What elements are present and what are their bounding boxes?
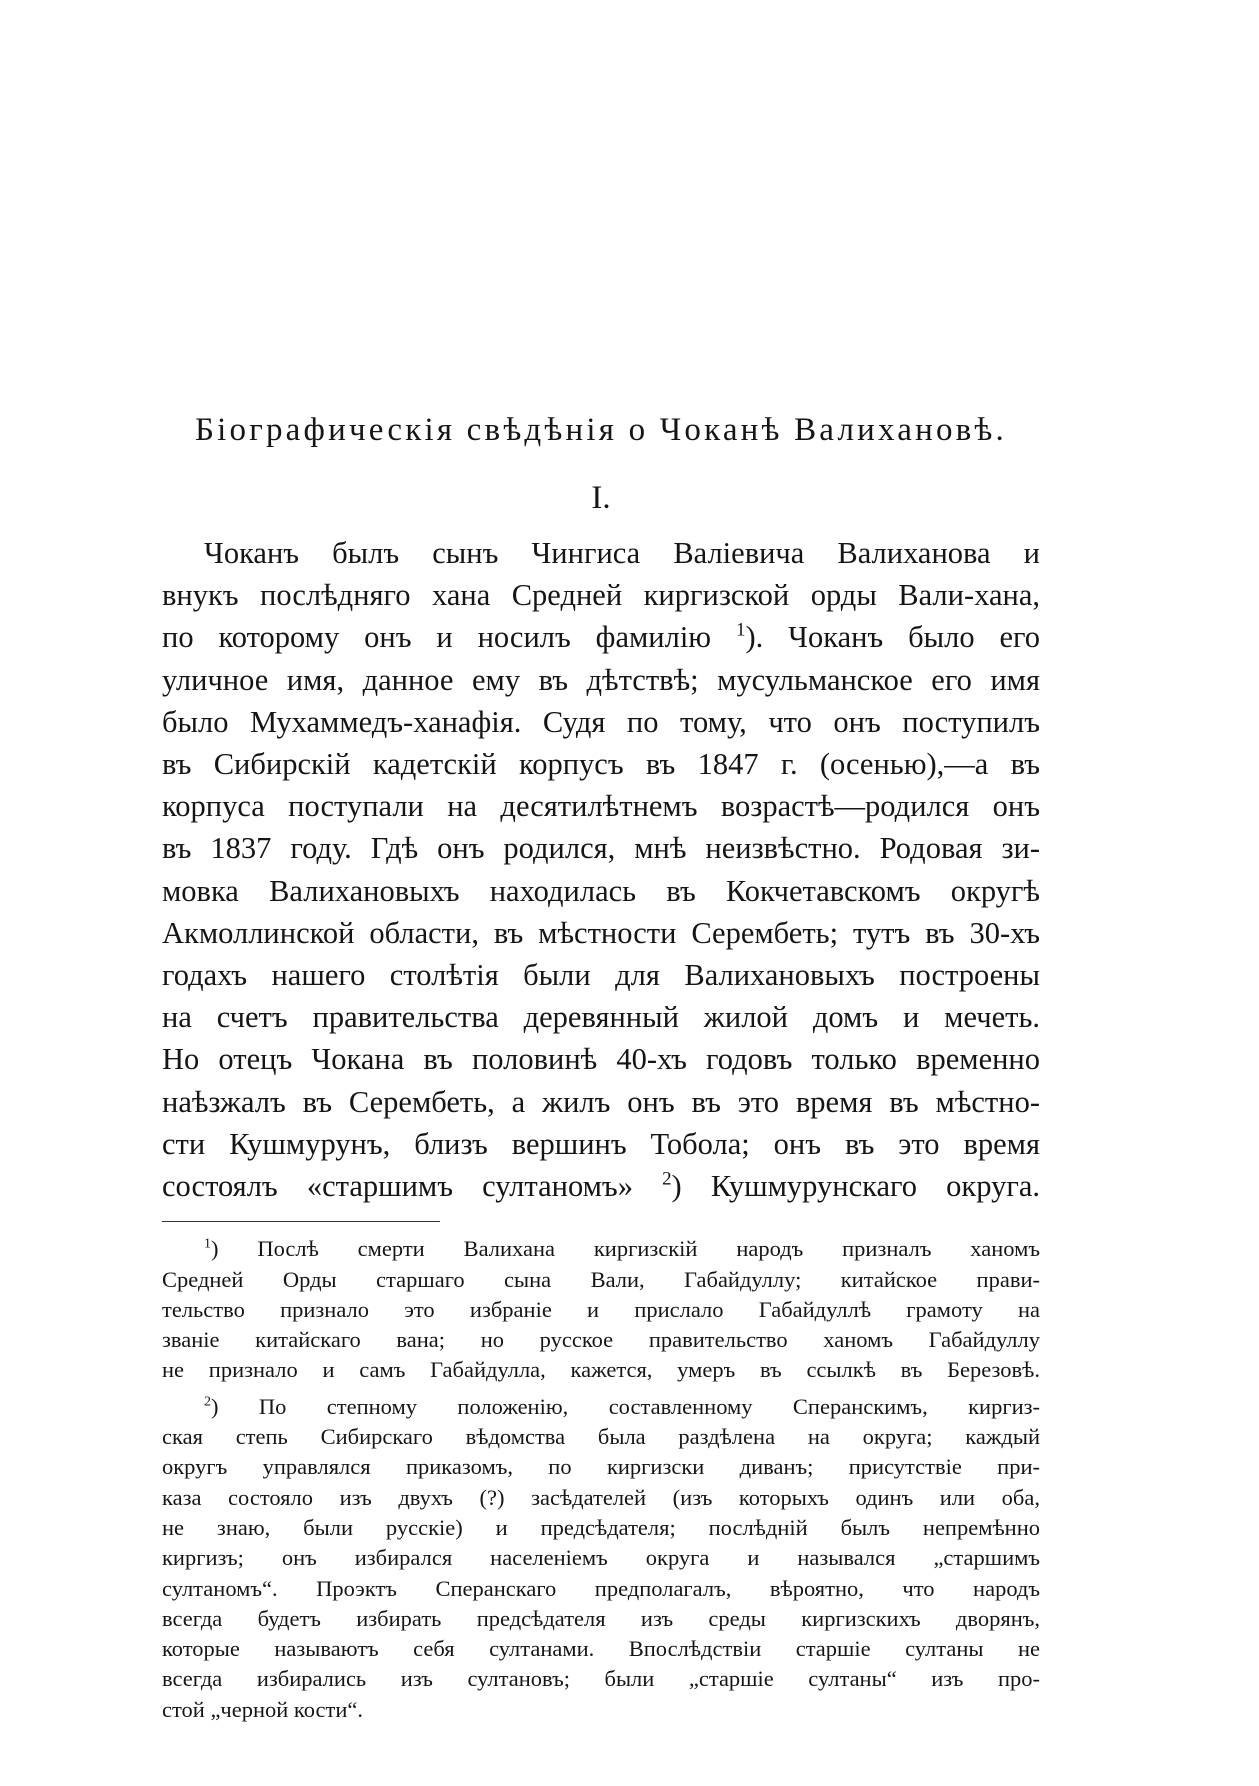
text-fragment: ) Кушмурунскаго округа. — [671, 1169, 1040, 1204]
text-line: сти Кушмурунъ, близъ вершинъ Тобола; онъ въ это время — [162, 1126, 1040, 1161]
footnote-line: званіе китайскаго вана; но русское правительство ханомъ Габайдуллу — [162, 1327, 1040, 1353]
footnote-2 — [162, 1392, 1040, 1725]
text-line — [162, 1165, 1040, 1207]
text-line: мовка Валихановыхъ находилась въ Кокчетавскомъ округѣ — [162, 873, 1040, 908]
chapter-number: I. — [591, 480, 611, 516]
footnote-ref: 1 — [736, 620, 746, 642]
text-fragment: ) По степному положенію, составленному Сперанскимъ, киргиз- — [210, 1393, 1040, 1419]
text-line: Чоканъ былъ сынъ Чингиса Валіевича Валиханова и — [204, 536, 1040, 570]
text-fragment: ) Послѣ смерти Валихана киргизскій народъ призналъ ханомъ — [210, 1236, 1040, 1262]
footnote-line: ская степь Сибирскаго вѣдомства была раздѣлена на округа; каждый — [162, 1424, 1040, 1450]
footnote-divider — [162, 1221, 440, 1222]
text-fragment: ). Чоканъ было его — [745, 620, 1041, 655]
page-title: Біографическія свѣдѣнія о Чоканѣ Валихановѣ. — [195, 412, 1007, 448]
text-line: наѣзжалъ въ Серембеть, а жилъ онъ въ это время въ мѣстно- — [162, 1084, 1040, 1119]
footnote-line: округъ управлялся приказомъ, по киргизски диванъ; присутствіе при- — [162, 1454, 1040, 1480]
footnote-line: стой „черной кости“. — [162, 1696, 364, 1722]
footnote-line — [162, 1392, 1040, 1422]
footnote-1 — [162, 1234, 1040, 1385]
text-line: уличное имя, данное ему въ дѣтствѣ; мусульманское его имя — [162, 662, 1040, 697]
footnote-mark: 1 — [204, 1236, 211, 1252]
main-paragraph — [162, 532, 1040, 1207]
footnote-line: Средней Орды старшаго сына Вали, Габайдуллу; китайское прави- — [162, 1266, 1040, 1292]
footnote-mark: 2 — [204, 1394, 211, 1410]
footnote-line: киргизъ; онъ избирался населеніемъ округа и назывался „старшимъ — [162, 1545, 1040, 1571]
footnote-line: не знаю, были русскіе) и предсѣдателя; послѣдній былъ непремѣнно — [162, 1514, 1040, 1540]
text-line: было Мухаммедъ-ханафія. Судя по тому, что онъ поступилъ — [162, 704, 1040, 739]
text-line: на счетъ правительства деревянный жилой домъ и мечеть. — [162, 1000, 1040, 1035]
footnote-line: тельство признало это избраніе и прислало Габайдуллѣ грамоту на — [162, 1296, 1040, 1322]
footnote-line: каза состояло изъ двухъ (?) засѣдателей (изъ которыхъ одинъ или оба, — [162, 1484, 1040, 1510]
text-fragment: по которому онъ и носилъ фамилію — [162, 620, 712, 655]
footnote-line: всегда будетъ избирать предсѣдателя изъ среды киргизскихъ дворянъ, — [162, 1605, 1040, 1631]
footnote-line: которые называютъ себя султанами. Впослѣдствіи старшіе султаны не — [162, 1636, 1040, 1662]
text-line: въ 1837 году. Гдѣ онъ родился, мнѣ неизвѣстно. Родовая зи- — [162, 831, 1040, 866]
footnote-line — [162, 1234, 1040, 1264]
footnote-ref: 2 — [662, 1168, 672, 1190]
text-line — [162, 616, 1040, 658]
text-line: Но отецъ Чокана въ половинѣ 40-хъ годовъ только временно — [162, 1042, 1040, 1077]
text-line: корпуса поступали на десятилѣтнемъ возрастѣ—родился онъ — [162, 789, 1040, 824]
footnote-line: не признало и самъ Габайдулла, кажется, умеръ въ ссылкѣ въ Березовѣ. — [162, 1357, 1040, 1383]
page-content — [162, 408, 1040, 1731]
text-line: въ Сибирскій кадетскій корпусъ въ 1847 г. (осенью),—а въ — [162, 747, 1040, 782]
footnote-line: султаномъ“. Проэктъ Сперанскаго предполагалъ, вѣроятно, что народъ — [162, 1575, 1040, 1601]
text-line: внукъ послѣдняго хана Средней киргизской орды Вали-хана, — [162, 578, 1040, 613]
footnote-line: всегда избирались изъ султановъ; были „старшіе султаны“ изъ про- — [162, 1666, 1040, 1692]
text-fragment: состоялъ «старшимъ султаномъ» — [162, 1169, 633, 1204]
text-line: годахъ нашего столѣтія были для Валихановыхъ построены — [162, 958, 1040, 993]
text-line: Акмоллинской области, въ мѣстности Серембеть; тутъ въ 30-хъ — [162, 915, 1040, 950]
